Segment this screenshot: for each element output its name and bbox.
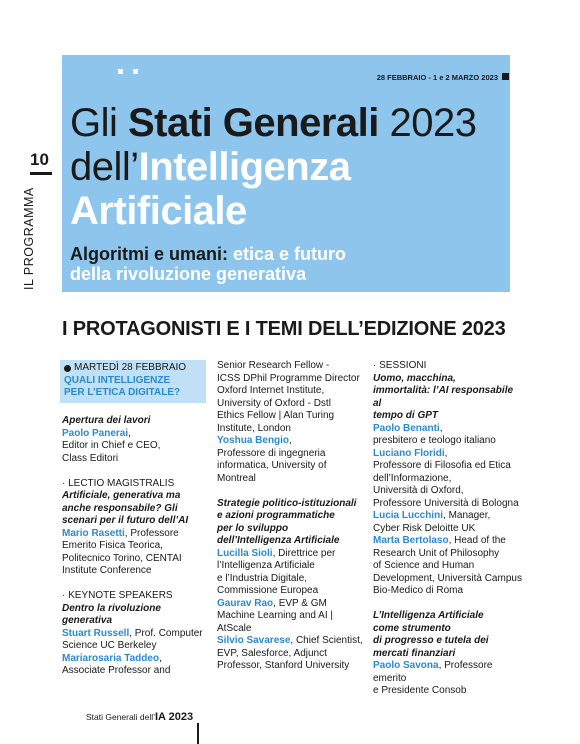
decorative-square: [133, 69, 138, 74]
speaker-name: Marta Bertolaso: [373, 535, 449, 546]
program-column-2: Senior Research Fellow - ICSS DPhil Programme Director Oxford Internet Institute, University of Oxford - Dstl Ethics Fellow | Alan Turing Institute, London Yoshua Bengio, Professore di ingegneria informatica, University of Montreal Strategie politico-istituzionali e azioni programmatiche per lo sviluppo dell’Intelligenza Artificiale Lucilla Sioli, Direttrice per l’Intelligenza Artificiale e l’Industria Digitale, Commissione Europea Gaurav Rao, EVP & GM Machine Learning and AI | AtScale Silvio Savarese, Chief Scientist, EVP, Salesforce, Adjunct Professor, Stanford University: [217, 360, 365, 673]
session-title: Strategie politico-istituzionali: [217, 497, 357, 509]
day-header: MARTEDÌ 28 FEBBRAIO QUALI INTELLIGENZE PER L’ETICA DIGITALE?: [60, 360, 206, 403]
speaker-name: Mariarosaria Taddeo: [62, 652, 160, 664]
footer-text: Stati Generali dell’IA 2023: [86, 711, 194, 723]
subtitle-line-1: Algoritmi e umani: etica e futuro: [70, 244, 347, 264]
session-title: Apertura dei lavori: [62, 415, 151, 426]
subtitle-line-2: della rivoluzione generativa: [70, 264, 307, 284]
page-number: 10: [30, 150, 49, 169]
section-label: · SESSIONI: [373, 360, 427, 371]
speaker-name: Paolo Panerai: [62, 427, 129, 439]
speaker-name: Mario Rasetti: [62, 527, 125, 539]
program-column-3: · SESSIONI Uomo, macchina, immortalità: l’AI responsabile al tempo di GPT Paolo Benanti, presbitero e teologo italiano Luciano Floridi, Professore di Filosofia ed Etica dell’Informazione, Università di Oxford, Professore Università di Bologna Lucia Lucchini, Manager, Cyber Risk Deloitte UK Marta Bertolaso, Head of the Research Unit of Philosophy of Science and Human Development, Università Campus Bio-Medico di Roma L’Intelligenza Artificiale come strumento di progresso e tutela dei mercati finanziari Paolo Savona, Professore emerito e Presidente Consob: [373, 360, 522, 696]
program-column-1: MARTEDÌ 28 FEBBRAIO QUALI INTELLIGENZE PER L’ETICA DIGITALE? Apertura dei lavori Paolo Panerai, Editor in Chief e CEO, Class Editori · LECTIO MAGISTRALIS Artificiale, generativa ma anche responsabile? Gli scenari per il futuro dell’AI Mario Rasetti, Professore Emerito Fisica Teorica, Politecnico Torino, CENTAI Institute Conference · KEYNOTE SPEAKERS Dentro la rivoluzione generativa Stuart Russell, Prof. Computer Science UC Berkeley Mariarosaria Taddeo, Associate Professor and: [62, 360, 212, 678]
section-label: · KEYNOTE SPEAKERS: [62, 590, 173, 601]
speaker-name: Paolo Benanti: [373, 422, 440, 434]
session-title: L’Intelligenza Artificiale: [373, 610, 484, 621]
dates-square-icon: [502, 73, 509, 80]
speaker-name: Lucilla Sioli: [217, 547, 273, 559]
title-line-1: Gli Stati Generali 2023: [70, 101, 477, 145]
section-label: IL PROGRAMMA: [22, 187, 36, 290]
event-dates: 28 FEBBRAIO - 1 e 2 MARZO 2023: [376, 73, 498, 82]
bullet-icon: [64, 365, 71, 372]
title-line-2: dell’Intelligenza: [70, 145, 351, 189]
speaker-name: Luciano Floridi: [373, 447, 445, 459]
decorative-square: [118, 69, 123, 74]
speaker-name: Gaurav Rao: [217, 597, 274, 609]
page-headline: I PROTAGONISTI E I TEMI DELL’EDIZIONE 2023: [62, 318, 506, 340]
speaker-name: Lucia Lucchini: [373, 510, 444, 521]
speaker-name: Paolo Savona: [373, 660, 439, 671]
speaker-name: Silvio Savarese: [217, 635, 291, 646]
session-title: Uomo, macchina,: [373, 372, 456, 384]
speaker-name: Stuart Russell: [62, 627, 130, 639]
speaker-name: Yoshua Bengio: [217, 435, 290, 446]
title-line-3: Artificiale: [70, 189, 247, 233]
section-label: · LECTIO MAGISTRALIS: [62, 477, 175, 489]
footer-rule: [197, 723, 199, 744]
page-number-rule: [30, 172, 52, 175]
